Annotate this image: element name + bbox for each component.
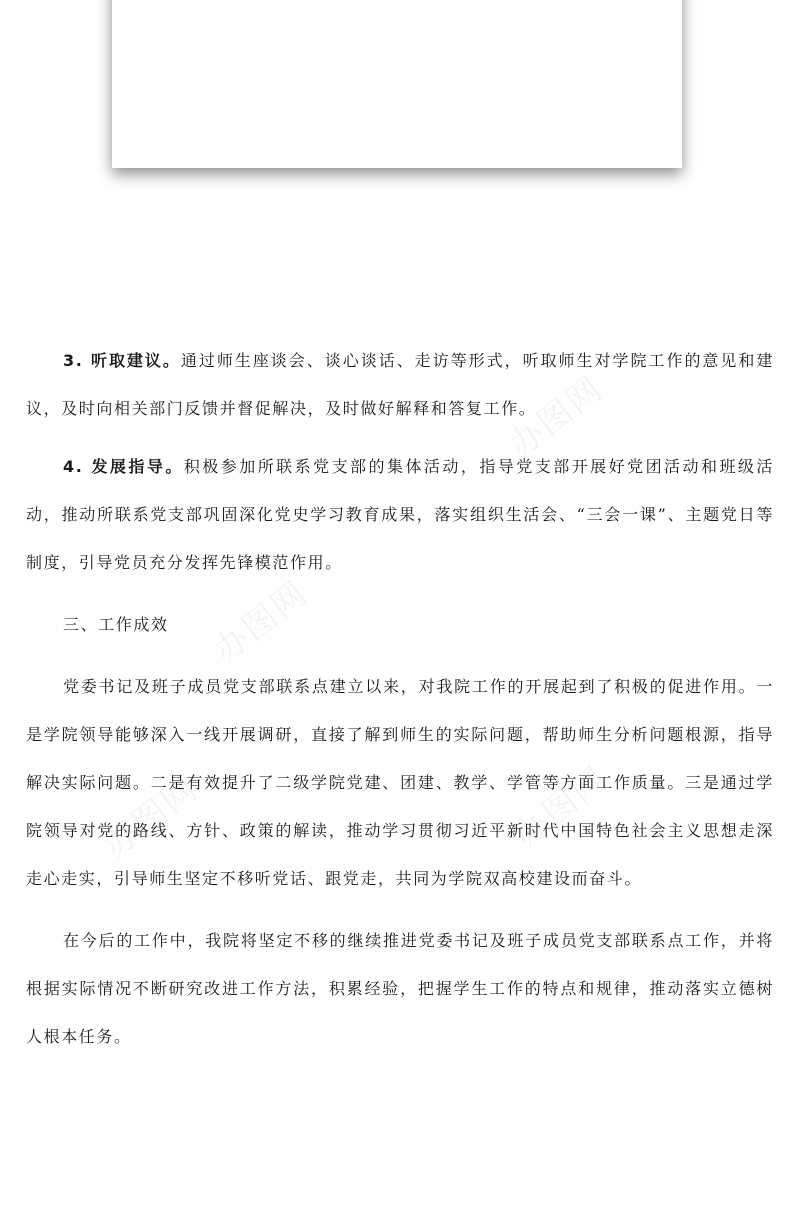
paragraph-label: 3. 听取建议。 <box>63 351 181 370</box>
paragraph-work-results: 党委书记及班子成员党支部联系点建立以来，对我院工作的开展起到了积极的促进作用。一是学院领导能够深入一线开展调研，直接了解到师生的实际问题，帮助师生分析问题根源，指导解决实际问题。二是有效提升了二级学院党建、团建、教学、学管等方面工作质量。三是通过学院领导对党的路线、方针、政策的解读，推动学习贯彻习近平新时代中国特色社会主义思想走深走心走实，引导师生坚定不移听党话、跟党走，共同为学院双高校建设而奋斗。 <box>26 677 774 888</box>
preview-page-card <box>112 0 682 168</box>
watermark: 办图网 <box>206 573 317 672</box>
watermark: 办图网 <box>506 758 617 857</box>
paragraph-listen-suggestions <box>0 337 800 433</box>
paragraph-development-guidance <box>0 443 800 587</box>
watermark: 办图网 <box>96 768 207 867</box>
paragraph-label: 4. 发展指导。 <box>63 457 184 476</box>
paragraph-future-work: 在今后的工作中，我院将坚定不移的继续推进党委书记及班子成员党支部联系点工作，并将根据实际情况不断研究改进工作方法，积累经验，把握学生工作的特点和规律，推动落实立德树人根本任务。 <box>26 931 774 1046</box>
document-body <box>0 337 800 1061</box>
section-heading: 三、工作成效 <box>63 615 169 634</box>
paragraph-text: 通过师生座谈会、谈心谈话、走访等形式，听取师生对学院工作的意见和建议，及时向相关部门反馈并督促解决，及时做好解释和答复工作。 <box>26 351 774 418</box>
paragraph-text: 积极参加所联系党支部的集体活动，指导党支部开展好党团活动和班级活动，推动所联系党支部巩固深化党史学习教育成果，落实组织生活会、“三会一课”、主题党日等制度，引导党员充分发挥先锋模范作用。 <box>26 457 774 572</box>
watermark: 办图网 <box>501 368 612 467</box>
